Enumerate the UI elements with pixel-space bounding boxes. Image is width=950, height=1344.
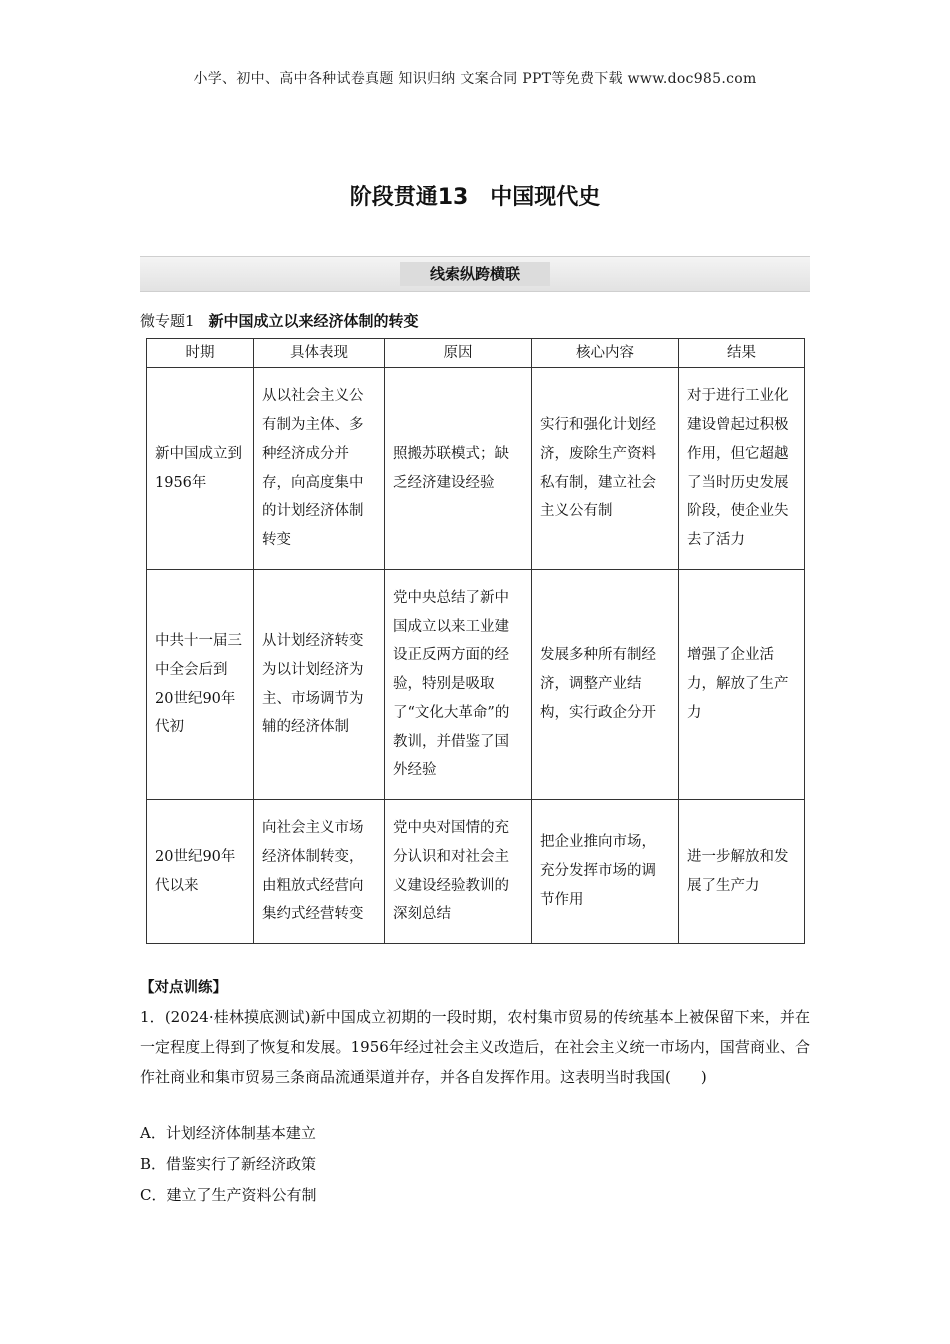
economic-system-table [146,338,805,944]
section-banner [140,256,810,292]
core-cell: 发展多种所有制经济，调整产业结构，实行政企分开 [532,570,679,800]
reason-cell: 党中央总结了新中国成立以来工业建设正反两方面的经验，特别是吸取了“文化大革命”的教训，并借鉴了国外经验 [385,570,532,800]
result-cell: 增强了企业活力，解放了生产力 [679,570,805,800]
performance-cell: 从计划经济转变为以计划经济为主、市场调节为辅的经济体制 [254,570,385,800]
micro-topic-label: 微专题1 [140,312,195,330]
performance-cell: 从以社会主义公有制为主体、多种经济成分并存，向高度集中的计划经济体制转变 [254,368,385,570]
reason-cell: 照搬苏联模式；缺乏经济建设经验 [385,368,532,570]
page-title: 阶段贯通13 中国现代史 [349,185,601,210]
micro-topic-heading [140,310,419,331]
table-header-cell: 结果 [679,339,805,368]
option-a: A．计划经济体制基本建立 [140,1124,316,1142]
practice-label: 【对点训练】 [140,980,227,996]
reason-cell: 党中央对国情的充分认识和对社会主义建设经验教训的深刻总结 [385,800,532,944]
micro-topic-name: 新中国成立以来经济体制的转变 [208,312,419,330]
banner-label: 线索纵跨横联 [400,262,550,286]
table-header-row [147,339,805,368]
table-header-cell: 时期 [147,339,254,368]
table-row [147,800,805,944]
period-cell: 新中国成立到1956年 [147,368,254,570]
page-header: 小学、初中、高中各种试卷真题 知识归纳 文案合同 PPT等免费下载 www.doc985.com [193,71,757,87]
performance-cell: 向社会主义市场经济体制转变，由粗放式经营向集约式经营转变 [254,800,385,944]
table-header-cell: 具体表现 [254,339,385,368]
result-cell: 进一步解放和发展了生产力 [679,800,805,944]
period-cell: 20世纪90年代以来 [147,800,254,944]
option-c: C．建立了生产资料公有制 [140,1186,317,1204]
option-b: B．借鉴实行了新经济政策 [140,1155,317,1173]
table-header-cell: 原因 [385,339,532,368]
core-cell: 实行和强化计划经济，废除生产资料私有制，建立社会主义公有制 [532,368,679,570]
period-cell: 中共十一届三中全会后到20世纪90年代初 [147,570,254,800]
question-text: 1．(2024·桂林摸底测试)新中国成立初期的一段时期，农村集市贸易的传统基本上被保留下来，并在一定程度上得到了恢复和发展。1956年经过社会主义改造后，在社会主义统一市场内，国营商业、合作社商业和集市贸易三条商品流通渠道并存，并各自发挥作用。这表明当时我国( ) [140,1008,810,1086]
table-row [147,368,805,570]
table-header-cell: 核心内容 [532,339,679,368]
table-row [147,570,805,800]
core-cell: 把企业推向市场，充分发挥市场的调节作用 [532,800,679,944]
result-cell: 对于进行工业化建设曾起过积极作用，但它超越了当时历史发展阶段，使企业失去了活力 [679,368,805,570]
